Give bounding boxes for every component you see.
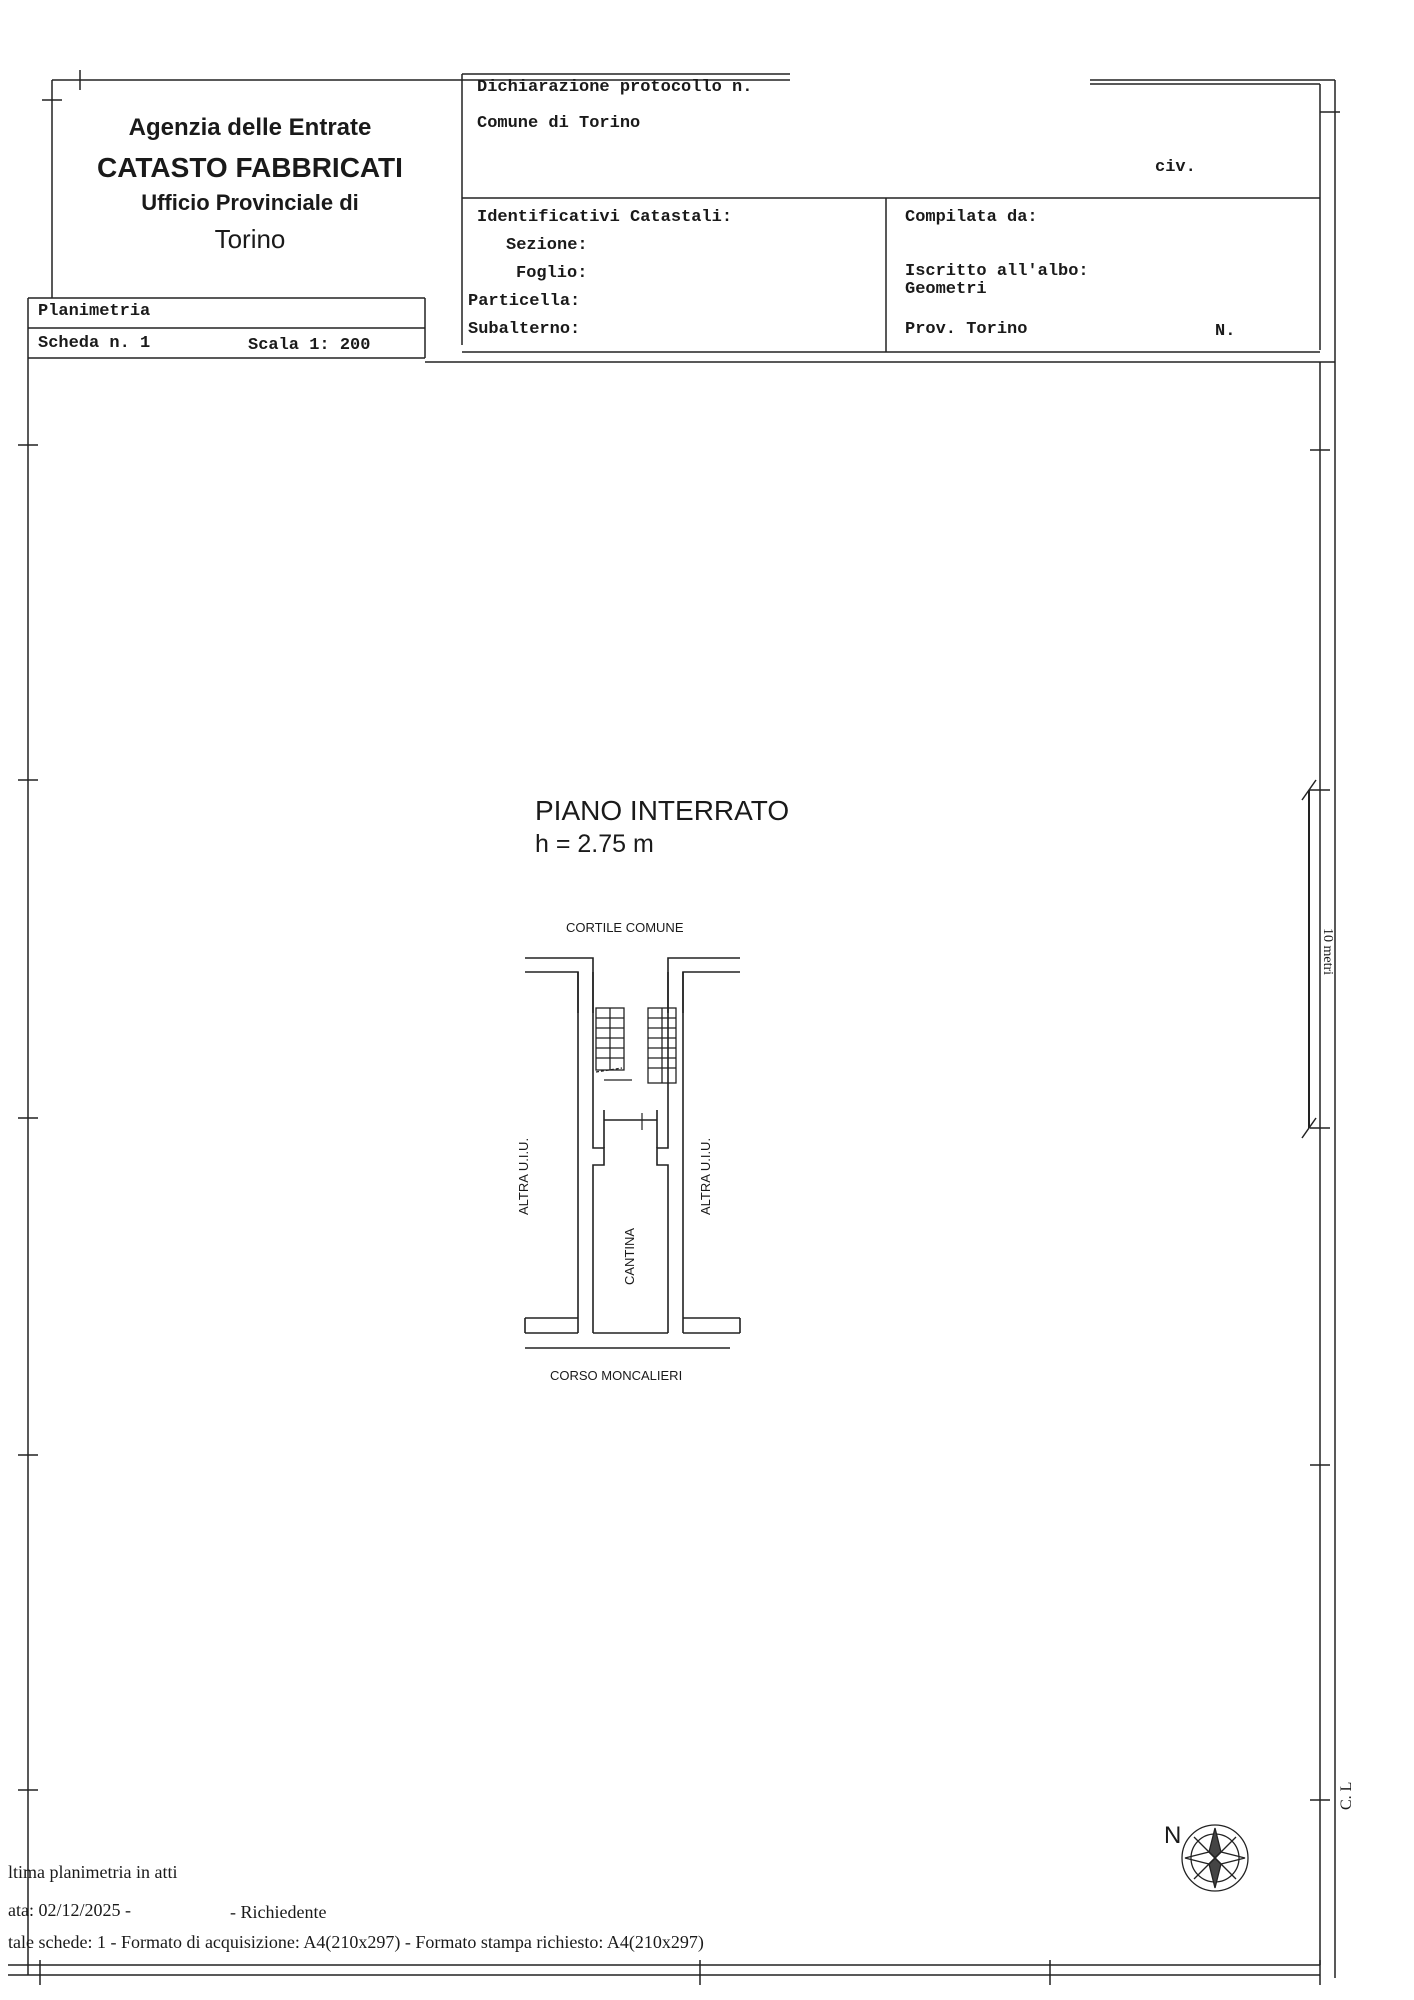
foglio-label: Foglio:: [516, 264, 588, 283]
particella-label: Particella:: [468, 292, 581, 311]
sezione-label: Sezione:: [506, 236, 588, 255]
iscritto-label: Iscritto all'albo:: [905, 262, 1089, 281]
albo-value: Geometri: [905, 280, 987, 299]
comune-label: Comune di Torino: [477, 114, 641, 133]
altra-uiu-right-label: ALTRA U.I.U.: [698, 1137, 713, 1215]
prov-label: Prov. Torino: [905, 320, 1028, 339]
side-mark: C. L: [1338, 1781, 1355, 1810]
office-label: Ufficio Provinciale di: [141, 190, 359, 215]
compilata-label: Compilata da:: [905, 208, 1038, 227]
compass-icon: [1182, 1825, 1248, 1891]
footer-richiedente: - Richiedente: [230, 1902, 327, 1922]
planimetria-label: Planimetria: [38, 302, 151, 321]
subalterno-label: Subalterno:: [468, 320, 581, 339]
corso-label: CORSO MONCALIERI: [550, 1368, 683, 1383]
stairs: [596, 1008, 676, 1083]
catasto-title: CATASTO FABBRICATI: [97, 152, 403, 183]
plan-title: PIANO INTERRATO: [535, 795, 790, 826]
altra-uiu-left-label: ALTRA U.I.U.: [516, 1137, 531, 1215]
scala-label: Scala 1: 200: [248, 336, 371, 355]
scale-bar-label: 10 metri: [1320, 928, 1335, 976]
identificativi-title: Identificativi Catastali:: [477, 208, 733, 227]
cortile-label: CORTILE COMUNE: [566, 920, 684, 935]
protocollo-label: Dichiarazione protocollo n.: [477, 78, 753, 97]
north-label: N: [1164, 1822, 1182, 1849]
cantina-label: CANTINA: [622, 1227, 637, 1285]
plan-height: h = 2.75 m: [535, 830, 654, 858]
footer-line1: ltima planimetria in atti: [8, 1862, 178, 1882]
civ-label: civ.: [1155, 158, 1196, 177]
n-label: N.: [1215, 322, 1236, 341]
office-city: Torino: [214, 224, 286, 254]
scheda-label: Scheda n. 1: [38, 334, 151, 353]
footer-date: ata: 02/12/2025 -: [8, 1900, 131, 1920]
footer-line3: tale schede: 1 - Formato di acquisizione: A4(210x297) - Formato stampa richiesto: A4(210x297): [8, 1932, 704, 1952]
agency-name: Agenzia delle Entrate: [128, 114, 372, 141]
